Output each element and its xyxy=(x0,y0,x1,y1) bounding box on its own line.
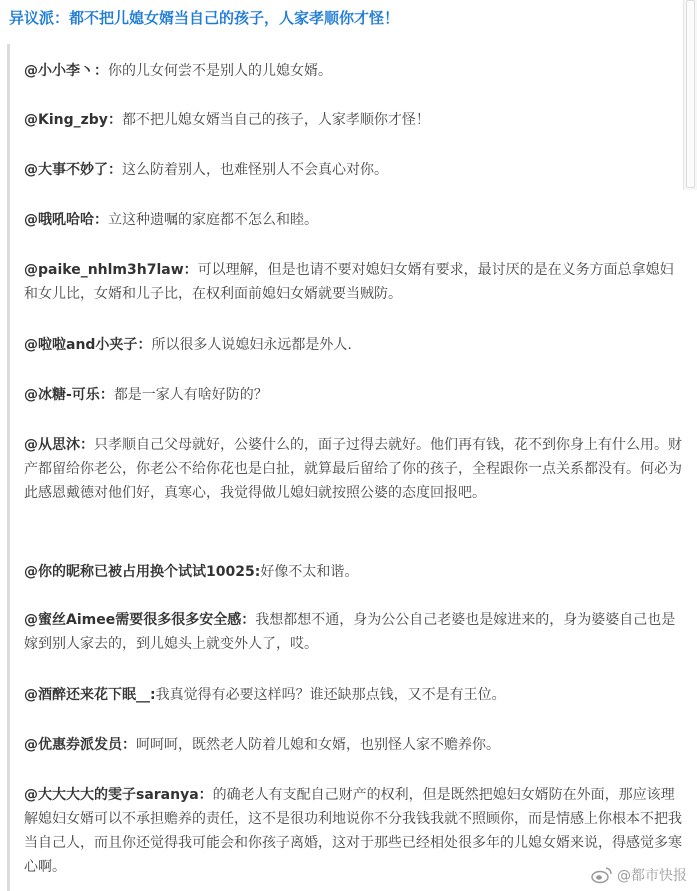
comment-separator: ： xyxy=(94,212,108,228)
comment-separator: ： xyxy=(198,787,213,803)
comment-text: 都不把儿媳女婿当自己的孩子，人家孝顺你才怪！ xyxy=(121,112,430,128)
comment-user[interactable]: @冰糖-可乐 xyxy=(24,387,100,403)
weibo-icon xyxy=(591,866,613,884)
comment-separator: ： xyxy=(99,387,114,403)
comment-user[interactable]: @大大大大的雯子saranya xyxy=(24,787,199,803)
comment-text: 你的儿女何尝不是别人的儿媳女婿。 xyxy=(108,63,332,79)
comment-separator: : xyxy=(150,687,156,703)
comment-item xyxy=(24,208,684,232)
comment-user[interactable]: @从思沐 xyxy=(24,437,80,453)
scrollbar-thumb[interactable] xyxy=(686,0,695,188)
comment-separator: ： xyxy=(94,63,108,79)
comment-text: 好像不太和谐。 xyxy=(260,564,359,580)
comment-item xyxy=(24,560,684,584)
comment-separator: ： xyxy=(183,262,198,278)
comment-item xyxy=(24,333,684,357)
comment-text: 所以很多人说媳妇永远都是外人. xyxy=(151,337,352,353)
comment-item xyxy=(24,383,684,407)
comment-user[interactable]: @啦啦and小夹子 xyxy=(24,337,138,353)
comment-text: 只孝顺自己父母就好，公婆什么的，面子过得去就好。他们再有钱，花不到你身上有什么用。财产都留给你老公，你老公不给你花也是白扯，就算最后留给了你的孩子，全程跟你一点关系都没有。何必为此感恩戴德对他们好，真寒心，我觉得做儿媳妇就按照公婆的态度回报吧。 xyxy=(24,437,682,501)
weibo-watermark xyxy=(591,865,687,885)
comment-user[interactable]: @哦吼哈哈 xyxy=(24,212,94,228)
comment-user[interactable]: @酒醉还来花下眠__ xyxy=(24,687,150,703)
comment-text: 可以理解，但是也请不要对媳妇女婿有要求，最讨厌的是在义务方面总拿媳妇和女儿比，女婿和儿子比，在权利面前媳妇女婿就要当贼防。 xyxy=(24,262,674,302)
comment-user[interactable]: @paike_nhlm3h7law xyxy=(24,262,184,278)
article-heading: 异议派：都不把儿媳女婿当自己的孩子，人家孝顺你才怪！ xyxy=(9,9,400,27)
comment-text: 的确老人有支配自己财产的权利，但是既然把媳妇女婿防在外面，那应该理解媳妇女婿可以不承担赡养的责任，这不是很功利地说你不分我钱我就不照顾你，而是情感上你根本不把我当自己人，而且你还觉得我可能会和你孩子离婚，这对于那些已经相处很多年的儿媳女婿来说，得感觉多寒心啊。 xyxy=(24,787,682,875)
comment-text: 立这种遗嘱的家庭都不怎么和睦。 xyxy=(108,212,318,228)
comment-text: 这么防着别人，也难怪别人不会真心对你。 xyxy=(122,162,388,178)
quote-bar xyxy=(7,44,10,891)
comment-item xyxy=(24,258,684,306)
comment-user[interactable]: @King_zby xyxy=(24,112,108,128)
scrollbar[interactable] xyxy=(683,0,697,190)
comment-item xyxy=(24,733,684,757)
comment-text: 我真觉得有必要这样吗？谁还缺那点钱，又不是有王位。 xyxy=(155,687,506,703)
comment-item xyxy=(24,108,684,132)
comment-separator: ： xyxy=(241,612,256,628)
comment-user[interactable]: @蜜丝Aimee需要很多很多安全感 xyxy=(24,612,242,628)
comment-item xyxy=(24,608,684,656)
comment-separator: ： xyxy=(122,737,136,753)
comment-item xyxy=(24,59,684,83)
comment-item xyxy=(24,683,684,707)
comment-text: 我想都想不通，身为公公自己老婆也是嫁进来的，身为婆婆自己也是嫁到别人家去的，到儿媳头上就变外人了，哎。 xyxy=(24,612,676,652)
watermark-text: @都市快报 xyxy=(617,868,687,884)
comment-separator: ： xyxy=(137,337,152,353)
comment-item xyxy=(24,158,684,182)
comment-text: 都是一家人有啥好防的？ xyxy=(113,387,268,403)
comment-user[interactable]: @大事不妙了 xyxy=(24,162,108,178)
comment-text: 呵呵呵，既然老人防着儿媳和女婿，也别怪人家不赡养你。 xyxy=(136,737,500,753)
comment-user[interactable]: @你的昵称已被占用换个试试10025 xyxy=(24,564,255,580)
comment-separator: : xyxy=(254,564,261,580)
comment-separator: ： xyxy=(80,437,94,453)
comment-item xyxy=(24,433,684,505)
comment-user[interactable]: @小小李丶 xyxy=(24,63,94,79)
comment-separator: ： xyxy=(108,162,122,178)
comment-user[interactable]: @优惠券派发员 xyxy=(24,737,122,753)
comment-item xyxy=(24,783,684,879)
comment-separator: ： xyxy=(107,112,122,128)
